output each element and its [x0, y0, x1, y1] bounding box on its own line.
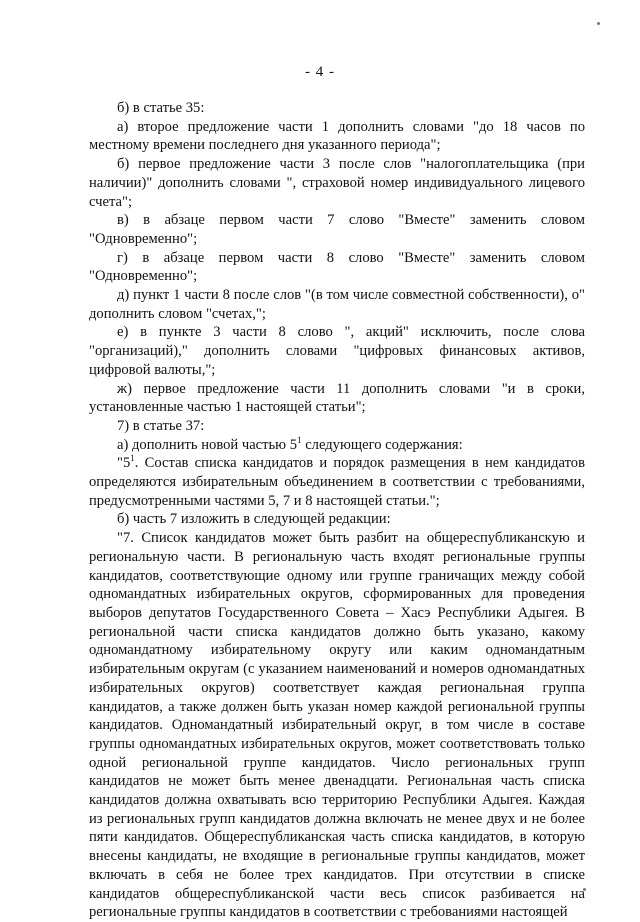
paragraph: [89, 454, 585, 510]
paragraph: ж) первое предложение части 11 дополнить словами "и в сроки, установленные частью 1 настоящей статьи";: [89, 380, 585, 416]
text-run: следующего содержания:: [301, 436, 463, 453]
paragraph: 7) в статье 37:: [117, 417, 205, 434]
paragraph: а) второе предложение части 1 дополнить словами "до 18 часов по местному времени последнего дня указанного периода";: [89, 118, 585, 154]
paragraph: в) в абзаце первом части 7 слово "Вместе" заменить словом "Одновременно";: [89, 212, 585, 247]
paragraph: б) первое предложение части 3 после слов "налогоплательщика (при наличии)" дополнить словами ", страховой номер индивидуального лицевого счета";: [89, 156, 585, 210]
paragraph: г) в абзаце первом части 8 слово "Вместе" заменить словом "Одновременно";: [89, 249, 585, 285]
paragraph: е) в пункте 3 части 8 слово ", акций" исключить, после слова "организаций)," дополнить словами "цифровых финансовых активов, цифровой валюты,";: [89, 324, 585, 378]
paragraph: д) пункт 1 части 8 после слов "(в том числе совместной собственности), о" дополнить словом "счетах,";: [89, 287, 585, 322]
text-run: а) дополнить новой частью 5: [117, 436, 298, 453]
paragraph: б) часть 7 изложить в следующей редакции:: [117, 511, 391, 528]
document-body: [89, 99, 585, 922]
scan-speck: [597, 22, 600, 25]
paragraph: б) в статье 35:: [117, 100, 205, 116]
paragraph: "7. Список кандидатов может быть разбит на общереспубликанскую и региональную части. В региональную часть входят региональные группы кандидатов, соответствующие одному или группе граничащих между собой одномандатных избирательных округов, сформированных для проведения выборов депутатов Государственного Совета – Хасэ Республики Адыгея. В региональной части списка кандидатов должно быть указано, какому одномандатному избирательному округу или каким одномандатным избирательным округам (с указанием наименований и номеров одномандатных избирательных округов) соответствует каждая региональная группа кандидатов, а также должен быть указан номер каждой региональной группы кандидатов. Одномандатный избирательный округ, в том числе в составе группы одномандатных избирательных округов, может соответствовать только одной региональной группе кандидатов. Число региональных групп кандидатов не может быть менее двенадцати. Региональная часть списка кандидатов должна охватывать всю территорию Республики Адыгея. Каждая из региональных групп кандидатов должна включать не менее двух и не более пяти кандидатов. Общереспубликанская часть списка кандидатов, в которую внесены кандидаты, не входящие в региональные группы кандидатов, может включать в себя не более трех кандидатов. При отсутствии в списке кандидатов общереспубликанской части весь список разбивается на региональные группы кандидатов в соответствии с требованиями настоящей: [89, 530, 585, 921]
text-run: . Состав списка кандидатов и порядок размещения в нем кандидатов определяются избирательным объединением в соответствии с требованиями, предусмотренными частями 5, 7 и 8 настоящей статьи.";: [89, 455, 585, 509]
superscript: 1: [130, 453, 135, 464]
paragraph: [89, 436, 585, 455]
text-run: "5: [117, 455, 131, 472]
page-number: - 4 -: [305, 64, 335, 80]
superscript: 1: [297, 434, 302, 445]
